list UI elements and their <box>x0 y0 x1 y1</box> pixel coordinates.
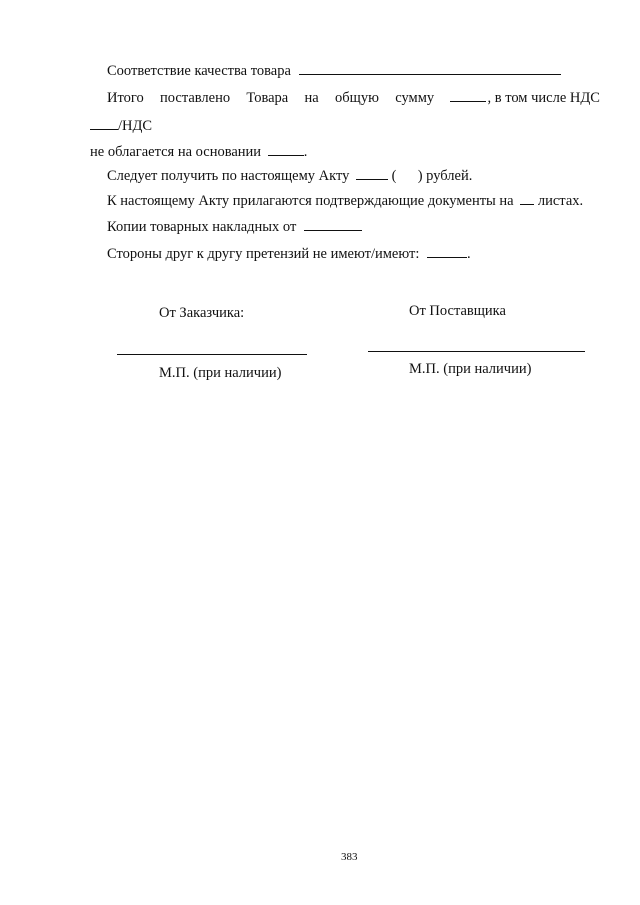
not-taxed-line <box>90 143 307 161</box>
claims-label: Стороны друг к другу претензий не имеют/имеют: <box>107 246 420 262</box>
invoices-date-blank <box>304 218 362 231</box>
total-sum-blank <box>450 89 486 102</box>
total-vat-text: , в том числе НДС <box>487 90 600 106</box>
total-word-2: поставлено <box>160 90 231 106</box>
vat-blank <box>90 117 118 130</box>
total-word-3: Товара <box>246 90 289 106</box>
supplier-stamp-label: М.П. (при наличии) <box>409 361 532 377</box>
receive-amount-blank <box>356 167 388 180</box>
invoices-label: Копии товарных накладных от <box>107 219 297 235</box>
customer-stamp-label: М.П. (при наличии) <box>159 365 282 381</box>
not-taxed-end: . <box>303 144 308 160</box>
attached-count-blank <box>520 192 534 205</box>
total-word-6: сумму <box>395 90 435 106</box>
claims-end: . <box>467 246 471 262</box>
supplier-label: От Поставщика <box>409 303 506 319</box>
invoices-line <box>107 218 362 236</box>
attached-line <box>107 192 583 210</box>
quality-line <box>107 62 561 80</box>
total-word-5: общую <box>335 90 379 106</box>
not-taxed-blank <box>268 143 304 156</box>
vat-line <box>90 117 152 135</box>
supplier-signature-line <box>368 351 585 352</box>
receive-label: Следует получить по настоящему Акту <box>107 168 350 184</box>
attached-label: К настоящему Акту прилагаются подтверждающие документы на <box>107 193 514 209</box>
page-number: 383 <box>341 851 358 863</box>
receive-line <box>107 167 472 185</box>
total-sum-group <box>450 89 599 107</box>
total-word-4: на <box>304 90 319 106</box>
vat-suffix: /НДС <box>118 118 153 134</box>
not-taxed-label: не облагается на основании <box>90 144 262 160</box>
quality-label: Соответствие качества товара <box>107 63 291 79</box>
claims-blank <box>427 245 467 258</box>
customer-label: От Заказчика: <box>159 305 245 321</box>
customer-signature-line <box>117 354 307 355</box>
quality-blank <box>299 62 561 75</box>
receive-paren-close: ) рублей. <box>417 168 473 184</box>
total-word-1: Итого <box>107 90 144 106</box>
attached-suffix: листах. <box>537 193 584 209</box>
claims-line <box>107 245 471 263</box>
total-line <box>107 89 600 107</box>
receive-paren-open: ( <box>391 168 397 184</box>
